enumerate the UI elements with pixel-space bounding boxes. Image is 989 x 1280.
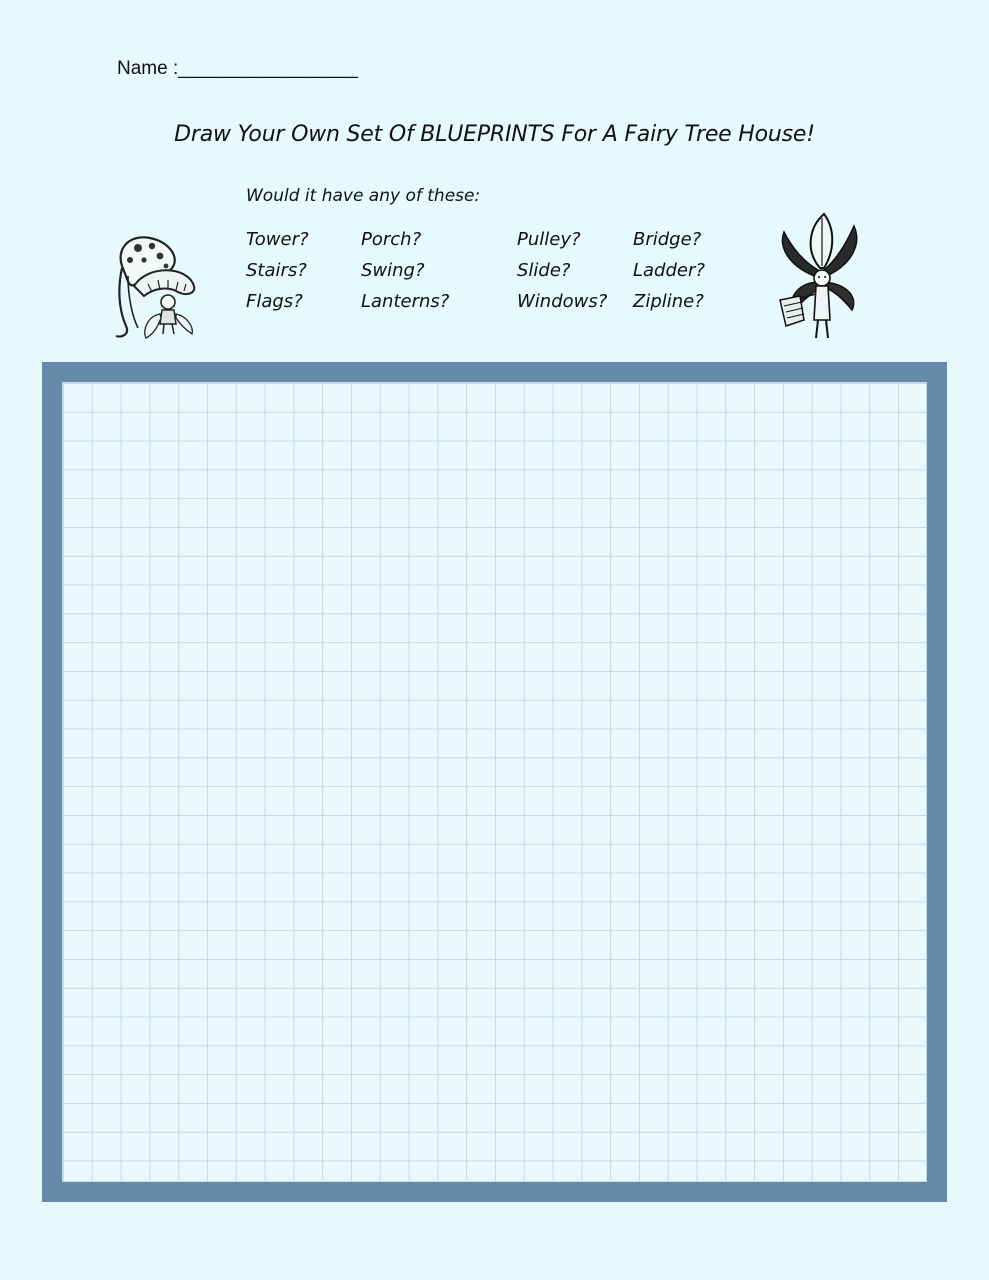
option-item: Slide? [517, 260, 571, 281]
option-item: Ladder? [633, 260, 705, 281]
option-item: Lanterns? [361, 291, 450, 312]
options-prompt: Would it have any of these: [246, 186, 481, 206]
options-list [246, 229, 726, 329]
option-item: Bridge? [633, 229, 702, 250]
option-item: Stairs? [246, 260, 307, 281]
option-item: Swing? [361, 260, 425, 281]
option-item: Zipline? [633, 291, 704, 312]
option-item: Tower? [246, 229, 309, 250]
mushroom-fairy-icon [108, 226, 204, 346]
name-field-label: Name :_________________ [117, 58, 358, 79]
option-item: Porch? [361, 229, 422, 250]
leaf-fairy-icon [770, 208, 866, 346]
option-item: Pulley? [517, 229, 581, 250]
option-item: Windows? [517, 291, 608, 312]
blueprint-drawing-grid[interactable] [62, 382, 927, 1182]
worksheet-title: Draw Your Own Set Of BLUEPRINTS For A Fairy Tree House! [174, 122, 815, 147]
option-item: Flags? [246, 291, 303, 312]
